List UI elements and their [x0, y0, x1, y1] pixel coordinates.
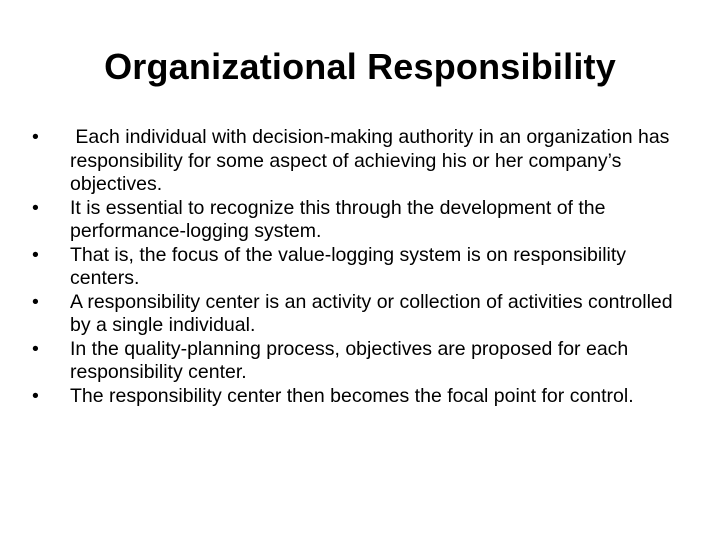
bullet-dot-icon: • [32, 126, 39, 148]
slide-title: Organizational Responsibility [104, 46, 616, 87]
bullet-item [32, 385, 692, 409]
bullet-dot-icon: • [32, 196, 39, 219]
bullet-item [32, 244, 692, 291]
bullet-item [32, 197, 692, 244]
bullet-text: In the quality-planning process, objectives are proposed for each responsibility center. [70, 337, 629, 383]
bullet-dot-icon: • [32, 384, 39, 407]
bullet-text: Each individual with decision-making authority in an organization has responsibility for some aspect of achieving his or her company’s objectives. [70, 126, 675, 195]
bullet-item [32, 126, 692, 197]
bullet-text: A responsibility center is an activity or collection of activities controlled by a single individual. [70, 290, 673, 336]
bullet-list [32, 126, 692, 408]
bullet-item [32, 338, 692, 385]
bullet-item [32, 291, 692, 338]
bullet-dot-icon: • [32, 290, 39, 313]
bullet-text: It is essential to recognize this through the development of the performance-logging system. [70, 196, 606, 242]
bullet-dot-icon: • [32, 337, 39, 360]
bullet-text: The responsibility center then becomes the focal point for control. [70, 384, 634, 407]
bullet-dot-icon: • [32, 243, 39, 266]
bullet-text: That is, the focus of the value-logging system is on responsibility centers. [70, 243, 627, 289]
